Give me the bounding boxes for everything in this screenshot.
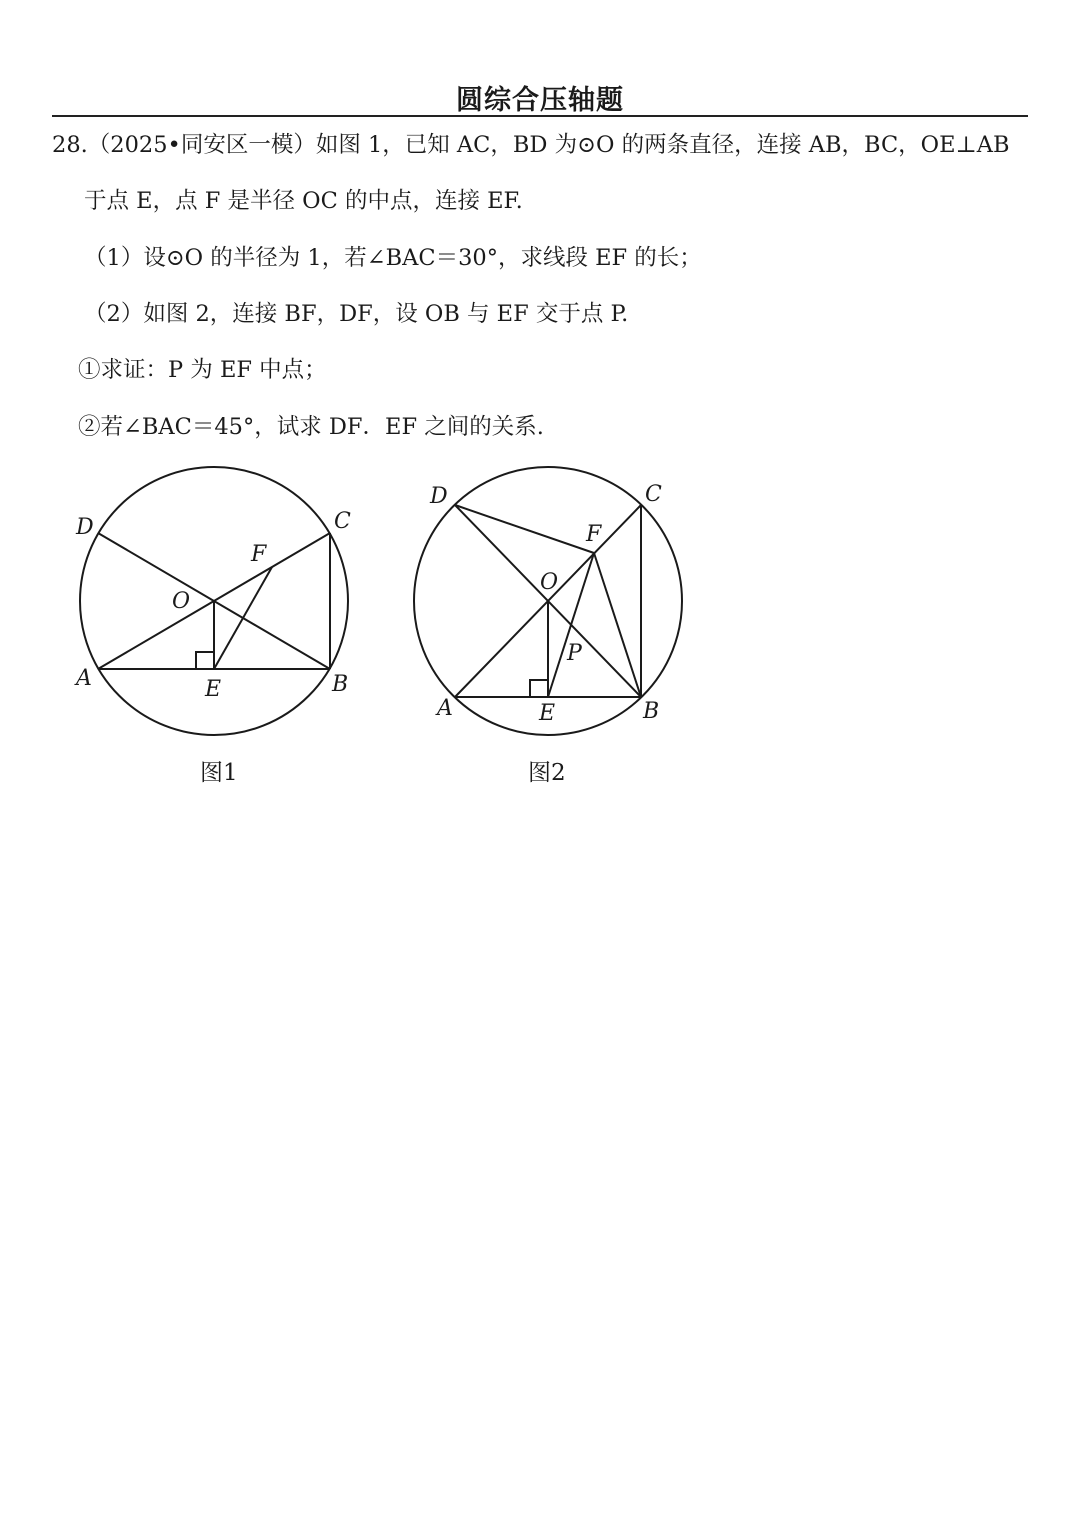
fig1-segment-ef (214, 567, 272, 669)
question-part-1: （1）设⊙O 的半径为 1，若∠BAC＝30°，求线段 EF 的长； (84, 245, 702, 271)
fig1-label-b: B (332, 672, 349, 697)
fig1-label-c: C (334, 509, 351, 534)
fig2-caption: 图2 (528, 760, 566, 786)
fig2-segment-bf (594, 553, 641, 697)
question-part-2-sub-2: ②若∠BAC＝45°，试求 DF．EF 之间的关系. (78, 414, 544, 440)
fig2-label-f: F (586, 522, 602, 547)
fig2-label-o: O (540, 570, 559, 595)
fig2-label-d: D (430, 484, 448, 509)
fig1-label-f: F (251, 542, 267, 567)
question-part-2: （2）如图 2，连接 BF，DF，设 OB 与 EF 交于点 P. (84, 301, 629, 327)
fig2-label-b: B (643, 699, 660, 724)
fig1-right-angle-mark (196, 652, 214, 669)
fig1-caption: 图1 (200, 760, 238, 786)
problem-line-1: 28.（2025•同安区一模）如图 1，已知 AC，BD 为⊙O 的两条直径，连接 AB，BC，OE⊥AB (52, 132, 1010, 158)
fig2-label-a: A (437, 696, 453, 721)
fig2-label-p: P (567, 641, 582, 666)
question-part-2-sub-1: ①求证：P 为 EF 中点； (78, 357, 327, 383)
fig1-label-e: E (205, 677, 222, 702)
fig2-segment-df (455, 505, 594, 553)
fig1-label-o: O (172, 589, 191, 614)
fig2-label-e: E (539, 701, 556, 726)
fig2-right-angle-mark (530, 680, 548, 697)
page-title: 圆综合压轴题 (456, 85, 624, 116)
fig1-label-d: D (76, 515, 94, 540)
fig1-label-a: A (76, 666, 92, 691)
problem-line-2: 于点 E，点 F 是半径 OC 的中点，连接 EF. (84, 188, 523, 214)
fig2-label-c: C (645, 482, 662, 507)
